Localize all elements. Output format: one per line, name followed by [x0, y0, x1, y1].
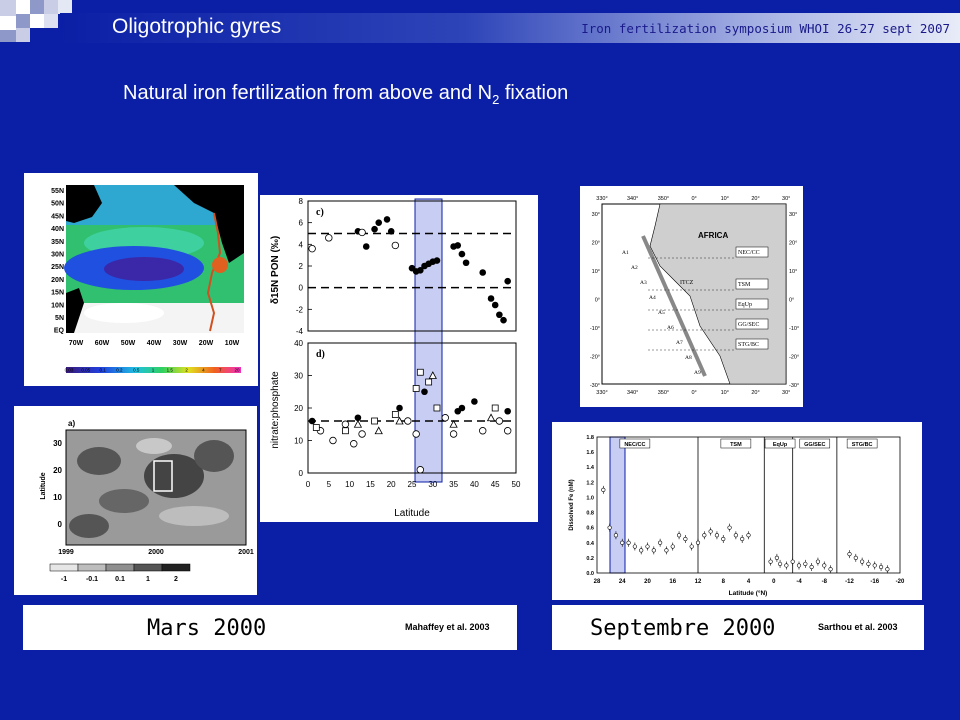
chart-c-point-closed	[500, 317, 507, 324]
map-lat-label: 20N	[51, 276, 64, 284]
fe-y-tick: 0.2	[586, 555, 594, 562]
chart-c-point-open	[392, 242, 399, 249]
transect-lat-label: -10°	[789, 326, 800, 332]
station-label: A8	[685, 355, 692, 361]
map-lat-label: EQ	[53, 327, 64, 335]
transect-lat-label: 0°	[594, 297, 600, 304]
isotope-charts	[260, 195, 538, 522]
fe-data-point	[769, 560, 773, 564]
hovmoller-legend-label: -0.1	[85, 576, 99, 583]
fe-x-tick: 4	[746, 579, 751, 585]
chart-d-ylabel: nitrate:phosphate	[270, 371, 281, 449]
itcz-label: ITCZ	[680, 280, 694, 286]
fe-data-point	[684, 537, 688, 541]
fe-x-tick: -12	[845, 579, 854, 585]
colorbar-label: 1	[151, 367, 155, 373]
transect-region-label: TSM	[738, 282, 751, 288]
chart-c-point-closed	[504, 278, 511, 285]
transect-map	[580, 186, 803, 407]
fe-data-point	[791, 560, 795, 564]
fe-region-label: TSM	[730, 442, 742, 448]
hovmoller-x-tick: 1999	[58, 549, 74, 556]
fe-data-point	[810, 565, 814, 569]
chart-c-point-closed	[434, 257, 441, 264]
chart-d-point-square	[492, 405, 498, 411]
map-lat-label: 5N	[55, 315, 64, 322]
hovmoller-legend-label: 1	[146, 576, 150, 583]
chart-d-point-closed	[471, 398, 478, 405]
map-lon-label: 60W	[94, 340, 110, 347]
fe-data-point	[703, 533, 707, 537]
hovmoller-ylabel: Latitude	[40, 472, 47, 500]
fe-y-tick: 0.6	[586, 525, 594, 532]
fe-x-tick: 20	[644, 579, 651, 585]
chart-c-point-open	[359, 229, 366, 236]
transect-lat-label: 20°	[789, 240, 798, 247]
chart-d-point-square	[434, 405, 440, 411]
fe-y-tick: 1.0	[586, 495, 594, 502]
chart-d-frame	[308, 343, 516, 473]
fe-x-tick: -16	[870, 579, 880, 585]
chart-d-point-open	[405, 418, 412, 425]
hovmoller-panel-label: a)	[68, 419, 76, 428]
hovmoller-x-tick: 2001	[238, 549, 254, 556]
fe-region-label: GG/SEC	[804, 442, 826, 448]
transect-lat-label: 30°	[789, 212, 798, 218]
chart-c-point-closed	[492, 302, 499, 309]
map-lon-label: 20W	[198, 340, 214, 347]
chart-c-y-tick: 2	[298, 262, 303, 271]
transect-lon-label: 30°	[782, 196, 791, 202]
transect-lat-label: 20°	[591, 240, 600, 247]
chart-c-y-tick: 8	[298, 197, 303, 206]
fe-x-tick: -20	[895, 579, 905, 585]
fe-data-point	[690, 545, 694, 549]
hovmoller-legend-label: -1	[60, 576, 68, 583]
colorbar-label: 0.05	[81, 367, 91, 373]
map-lat-label: 45N	[51, 213, 64, 221]
chart-d-x-tick: 45	[490, 480, 500, 489]
colorbar-label: 0.2	[116, 367, 123, 373]
fe-data-point	[709, 530, 713, 534]
fe-region-label: EqUp	[772, 442, 788, 448]
map-lat-label: 15N	[51, 289, 64, 297]
chart-d-point-square	[417, 369, 423, 375]
chart-d-x-tick: 10	[345, 480, 355, 489]
station-label: A6	[667, 325, 674, 331]
chart-d-point-open	[450, 431, 457, 438]
transect-lat-label: 10°	[789, 269, 798, 275]
chart-d-point-square	[392, 412, 398, 418]
chart-d-point-open	[479, 427, 486, 434]
transect-region-label: STG/BC	[738, 342, 760, 348]
hovmoller-y-tick: 10	[53, 493, 62, 502]
right-caption-box	[552, 605, 924, 650]
colorbar-label: 0.1	[99, 367, 106, 373]
transect-lat-label: 10°	[591, 269, 600, 275]
chart-d-point-open	[442, 414, 449, 421]
left-caption-reference: Mahaffey et al. 2003	[405, 622, 490, 632]
fe-x-tick: 12	[694, 579, 702, 585]
transect-lon-label: 330°	[596, 196, 608, 202]
fe-x-tick: 16	[669, 579, 677, 585]
station-label: A4	[649, 295, 656, 301]
map-lon-label: 70W	[68, 340, 84, 347]
colorbar-label: 7	[218, 367, 222, 373]
fe-region-label: NEC/CC	[624, 442, 646, 448]
chart-c-point-closed	[375, 219, 382, 226]
chart-d-point-closed	[396, 405, 403, 412]
chart-d-point-open	[330, 437, 337, 444]
chart-c-point-closed	[463, 259, 470, 266]
chart-c-point-closed	[363, 243, 370, 250]
hovmoller-y-tick: 30	[53, 439, 62, 448]
chart-c-point-closed	[459, 251, 466, 258]
latitude-highlight-band	[415, 199, 442, 482]
chart-d-point-open	[359, 431, 366, 438]
chart-d-xlabel: Latitude	[394, 508, 430, 519]
isotope-chart-panel	[260, 195, 538, 522]
chart-d-point-triangle	[375, 427, 382, 434]
map-lat-label: 40N	[51, 226, 64, 234]
station-label: A3	[640, 280, 647, 286]
hovmoller-legend-label: 0.1	[115, 576, 125, 583]
hovmoller-y-tick: 0	[57, 520, 62, 529]
fe-data-point	[778, 562, 782, 566]
station-label: A9	[694, 370, 701, 376]
chart-d-point-square	[372, 418, 378, 424]
fe-highlight-band	[610, 437, 625, 573]
fe-data-point	[804, 562, 808, 566]
chart-d-point-closed	[504, 408, 511, 415]
chart-d-y-tick: 0	[298, 469, 303, 478]
transect-lat-label: 30°	[591, 212, 600, 218]
fe-data-point	[816, 560, 820, 564]
fe-x-tick: 28	[593, 579, 601, 585]
chart-c-title: c)	[316, 207, 324, 218]
chart-d-point-open	[496, 418, 503, 425]
chart-d-point-closed	[421, 388, 428, 395]
fe-x-tick: 0	[772, 579, 776, 585]
fe-y-tick: 0.8	[586, 510, 594, 517]
iron-chart	[552, 422, 922, 600]
fe-plot-frame	[597, 437, 900, 573]
chart-d-point-open	[417, 466, 424, 473]
hovmoller-x-tick: 2000	[148, 549, 164, 556]
fe-x-tick: 8	[721, 579, 725, 585]
fe-data-point	[886, 567, 890, 571]
map-lon-label: 40W	[146, 340, 162, 347]
symposium-label: Iron fertilization symposium WHOI 26-27 sept 2007	[581, 21, 950, 36]
fe-data-point	[785, 564, 789, 568]
fe-data-point	[848, 552, 852, 556]
chart-d-point-open	[342, 421, 349, 428]
chlorophyll-map	[24, 173, 258, 386]
transect-lon-label: 330°	[596, 390, 608, 396]
hovmoller-y-tick: 20	[53, 466, 62, 475]
transect-lon-label: 350°	[657, 390, 670, 396]
map-lat-label: 30N	[51, 251, 64, 259]
chart-c-ylabel: δ15N PON (‰)	[270, 235, 281, 305]
station-label: A5	[658, 310, 665, 316]
chart-d-point-triangle	[488, 414, 495, 421]
transect-lon-label: 20°	[751, 390, 760, 396]
chart-c-point-closed	[388, 228, 395, 235]
chart-d-point-open	[350, 440, 357, 447]
continent-label: AFRICA	[698, 231, 729, 240]
transect-lon-label: 340°	[627, 196, 639, 202]
fe-data-point	[734, 533, 738, 537]
transect-lat-label: 0°	[789, 297, 795, 304]
transect-lon-label: 350°	[657, 196, 670, 202]
fe-data-point	[873, 564, 877, 568]
fe-data-point	[620, 541, 624, 545]
subtitle-subscript: 2	[492, 92, 500, 107]
colorbar-label: 20	[234, 367, 240, 373]
station-label: A1	[622, 250, 629, 256]
fe-x-tick: 24	[618, 579, 626, 585]
fe-data-point	[740, 537, 744, 541]
map-lat-label: 50N	[51, 200, 64, 208]
chart-c-y-tick: 4	[298, 240, 303, 250]
chart-d-point-square	[342, 428, 348, 434]
map-lat-label: 35N	[51, 238, 64, 246]
fe-y-tick: 0.0	[586, 571, 594, 577]
transect-lon-label: 0°	[691, 390, 697, 396]
chart-c-point-closed	[454, 242, 461, 249]
chart-c-point-closed	[371, 226, 378, 233]
transect-lon-label: 10°	[720, 390, 729, 396]
fe-data-point	[696, 541, 700, 545]
map-lat-label: 25N	[51, 264, 64, 272]
chart-c-point-closed	[488, 295, 495, 302]
fe-data-point	[652, 549, 656, 553]
transect-lat-label: -30°	[589, 383, 600, 389]
subtitle-tail: fixation	[499, 82, 569, 104]
transect-lon-label: 30°	[782, 390, 791, 396]
transect-lat-label: -30°	[789, 383, 800, 389]
slide-subtitle	[123, 82, 568, 107]
chart-c-point-closed	[384, 216, 391, 223]
colorbar-label: 0.5	[133, 367, 140, 373]
chart-d-point-closed	[459, 405, 466, 412]
chart-c-point-closed	[496, 311, 503, 318]
hovmoller-legend-label: 2	[174, 576, 178, 583]
chart-c-point-closed	[479, 269, 486, 276]
left-caption-box	[23, 605, 517, 650]
chart-d-point-square	[426, 379, 432, 385]
station-label: A2	[631, 265, 638, 271]
hovmoller-panel	[14, 406, 257, 595]
chart-d-x-tick: 30	[428, 480, 438, 489]
slide-title: Oligotrophic gyres	[112, 15, 282, 38]
colorbar-label: 1.5	[166, 367, 173, 373]
chart-d-point-open	[413, 431, 420, 438]
right-caption-date: Septembre 2000	[590, 616, 776, 641]
map-lon-label: 50W	[120, 340, 136, 347]
chart-c-point-open	[309, 245, 316, 252]
transect-lat-label: -10°	[589, 326, 600, 332]
map-lat-label: 55N	[51, 188, 64, 195]
fe-data-point	[879, 565, 883, 569]
chart-d-title: d)	[316, 349, 325, 360]
transect-region-label: GG/SEC	[738, 322, 760, 328]
chart-d-point-square	[413, 386, 419, 392]
fe-data-point	[822, 564, 826, 568]
colorbar-label: 2	[185, 367, 188, 373]
fe-data-point	[665, 549, 669, 553]
fe-ylabel: Dissolved Fe (nM)	[569, 479, 575, 531]
map-lon-label: 10W	[224, 340, 240, 347]
left-caption-date: Mars 2000	[147, 616, 267, 641]
chart-d-point-open	[504, 427, 511, 434]
chart-d-x-tick: 40	[469, 480, 479, 489]
chart-d-x-tick: 50	[511, 480, 521, 489]
chart-c-y-tick: -2	[295, 305, 303, 315]
colorbar-label: 0.03	[64, 367, 74, 373]
fe-data-point	[829, 567, 833, 571]
fe-y-tick: 1.8	[586, 435, 594, 441]
chart-d-y-tick: 40	[294, 339, 303, 348]
transect-lat-label: -20°	[589, 354, 600, 361]
fe-data-point	[854, 556, 858, 560]
transect-region-label: NEC/CC	[738, 250, 760, 256]
fe-x-tick: -8	[821, 579, 827, 585]
fe-data-point	[671, 545, 675, 549]
chart-d-x-tick: 0	[305, 480, 311, 489]
fe-xlabel: Latitude (°N)	[728, 590, 768, 597]
transect-map-panel	[580, 186, 803, 407]
fe-data-point	[721, 537, 725, 541]
transect-lon-label: 0°	[691, 196, 697, 202]
fe-data-point	[639, 549, 643, 553]
fe-x-tick: -4	[796, 579, 802, 585]
chlorophyll-map-panel	[24, 173, 258, 386]
chart-d-x-tick: 20	[386, 480, 396, 489]
hovmoller-chart	[14, 406, 257, 595]
fe-data-point	[614, 533, 618, 537]
fe-data-point	[677, 533, 681, 537]
fe-data-point	[728, 526, 732, 530]
chart-c-y-tick: -4	[295, 327, 303, 336]
fe-data-point	[775, 556, 779, 560]
colorbar-label: 4	[202, 367, 205, 373]
right-caption-reference: Sarthou et al. 2003	[818, 622, 898, 632]
transect-lon-label: 20°	[751, 196, 760, 202]
chart-d-point-square	[313, 425, 319, 431]
fe-y-tick: 1.2	[586, 480, 594, 487]
fe-region-label: STG/BC	[851, 442, 873, 448]
subtitle-main: Natural iron fertilization from above and N	[123, 82, 493, 104]
fe-y-tick: 1.6	[586, 450, 594, 457]
transect-lon-label: 10°	[720, 196, 729, 202]
iron-chart-panel	[552, 422, 922, 600]
chart-d-point-closed	[309, 418, 316, 425]
fe-data-point	[715, 533, 719, 537]
map-lon-label: 30W	[172, 340, 188, 347]
chart-d-y-tick: 30	[294, 371, 303, 381]
fe-data-point	[627, 541, 631, 545]
fe-y-tick: 0.4	[586, 540, 594, 547]
fe-data-point	[602, 488, 606, 492]
station-label: A7	[676, 340, 683, 346]
chart-d-x-tick: 25	[407, 480, 417, 489]
fe-data-point	[867, 562, 871, 566]
chart-d-y-tick: 20	[294, 404, 303, 413]
fe-data-point	[608, 526, 612, 530]
fe-data-point	[860, 560, 864, 564]
fe-data-point	[797, 564, 801, 568]
fe-data-point	[658, 541, 662, 545]
chart-c-point-open	[326, 235, 333, 242]
chart-c-y-tick: 6	[298, 218, 303, 228]
chart-d-x-tick: 5	[326, 480, 332, 489]
transect-region-label: EqUp	[738, 302, 752, 308]
fe-data-point	[646, 545, 650, 549]
fe-data-point	[633, 545, 637, 549]
chart-d-y-tick: 10	[294, 436, 303, 446]
fe-data-point	[747, 533, 751, 537]
transect-lon-label: 340°	[627, 390, 639, 396]
fe-y-tick: 1.4	[586, 465, 594, 472]
chart-d-x-tick: 35	[449, 480, 459, 489]
chart-c-y-tick: 0	[298, 283, 303, 293]
transect-lat-label: -20°	[789, 354, 800, 361]
chart-d-x-tick: 15	[365, 480, 375, 489]
map-lat-label: 10N	[51, 302, 64, 310]
